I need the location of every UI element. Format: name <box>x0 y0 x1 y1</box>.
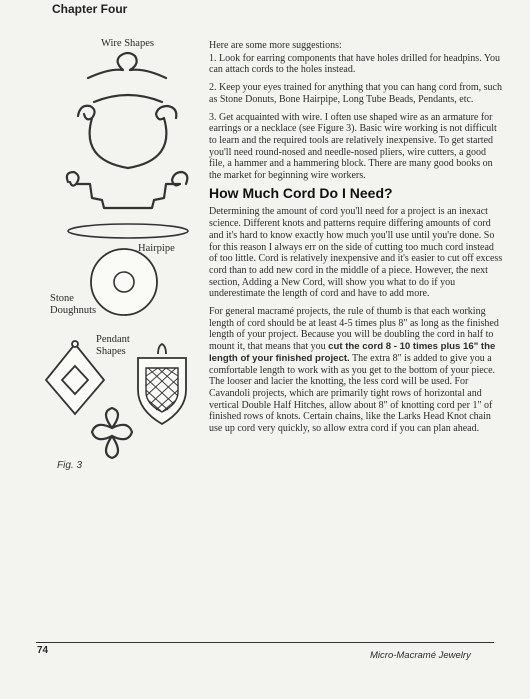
wire-zigzag-shape <box>67 172 187 208</box>
label-pendant-line1: Pendant <box>96 334 130 345</box>
book-title: Micro-Macramé Jewelry <box>370 650 471 661</box>
figure-caption: Fig. 3 <box>57 460 83 471</box>
paragraph-1: Determining the amount of cord you'll need for a project is an inexact science. Different knots and patterns require differing amounts of cord and it's hard to know exactly how much you'll use until you're done. So for this reason I always err on the side of cutting too much cord instead of too little. Cord is relatively inexpensive and it's easier to cut off excess cord than to add new cord in the middle of a piece. However, the next section, Adding a New Cord, will show you what to do if you underestimate the length of cord and have to add more. <box>209 206 503 300</box>
wire-loop-shape <box>88 53 166 78</box>
figure-3-illustration <box>0 0 210 640</box>
label-stone-doughnuts <box>50 293 96 317</box>
hairpipe-shape <box>68 224 188 238</box>
body-text <box>209 40 503 441</box>
label-pendant-shapes <box>96 334 130 358</box>
paragraph-2 <box>209 306 503 435</box>
suggestion-1: 1. Look for earring components that have holes drilled for headpins. You can attach cords to the holes instead. <box>209 52 501 76</box>
section-heading: How Much Cord Do I Need? <box>209 184 393 201</box>
chapter-title: Chapter Four <box>52 2 128 16</box>
label-hairpipe: Hairpipe <box>138 243 175 254</box>
label-stone-line2: Doughnuts <box>50 305 97 316</box>
label-pendant-line2: Shapes <box>96 346 126 357</box>
stone-doughnut-shape <box>91 249 157 315</box>
suggestion-2: 2. Keep your eyes trained for anything that you can hang cord from, such as Stone Donuts, Bone Hairpipe, Long Tube Beads, Pendants, etc. <box>209 82 502 105</box>
paragraph-2-end: The extra 8" is added to give you a comfortable length to work with as you get to the bottom of your piece. The looser and lacier the knotting, the less cord will be used. For Cavandoli projects, which are primarily tight rows of horizontal and vertical Double Half Hitches, allow about 8" of knotting cord per 1" of finished rows of knots. Certain chains, like the Larks Head Knot chain use up cord very quickly, so allow extra cord if you can plan ahead. <box>209 352 496 435</box>
wire-spiral-bowl-shape <box>78 106 176 168</box>
label-stone-line1: Stone <box>50 293 74 304</box>
page-number: 74 <box>37 645 49 656</box>
paragraph-2-start: For general macramé projects, the rule of thumb is that each working length of cord should be at least 4-5 times plus 8" as long as the finished length of your project. Because you will be doubling the cord in half to mount it, that means that you <box>209 306 499 353</box>
shield-pendant-shape <box>138 344 186 424</box>
paragraph-2-bold: cut the cord 8 - 10 times plus 16" the length of your finished project. <box>209 341 496 364</box>
intro-text: Here are some more suggestions: <box>209 40 342 51</box>
footer-rule <box>36 642 494 643</box>
suggestion-3: 3. Get acquainted with wire. I often use shaped wire as an armature for earrings or a necklace (see Figure 3). Basic wire working is not difficult to learn and the required tools are relatively inexpensive. To get started you'll need round-nosed and needle-nosed pliers, wire cutters, a good file, a hammer and a hammering block. There are many good books on the market for beginning wire workers. <box>209 111 497 182</box>
label-wire-shapes: Wire Shapes <box>101 38 154 49</box>
knot-pendant-shape <box>92 408 132 458</box>
